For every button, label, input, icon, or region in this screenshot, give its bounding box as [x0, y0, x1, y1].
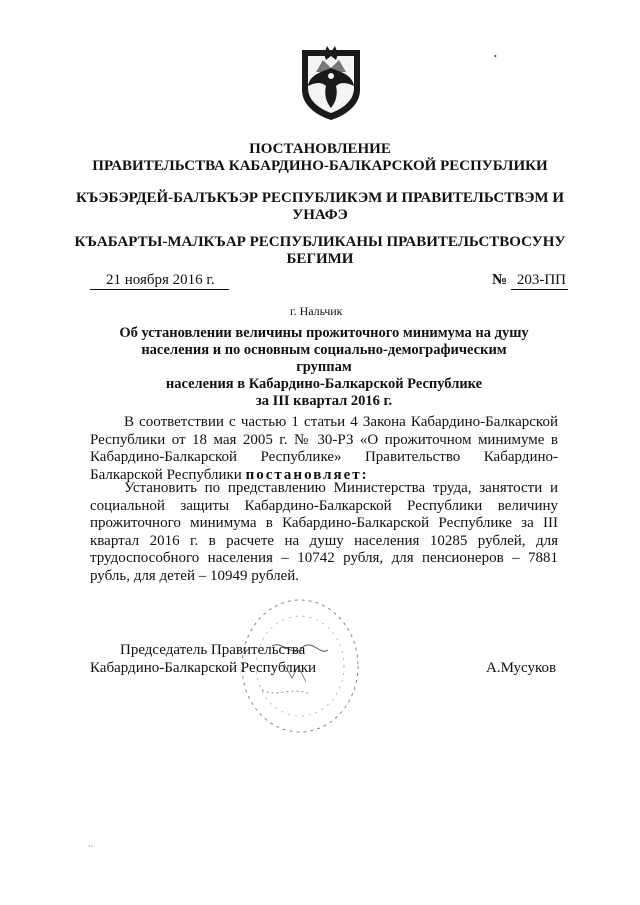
number-value: 203-ПП: [511, 272, 568, 290]
scan-speck: •: [494, 52, 497, 61]
paragraph-preamble: [90, 414, 558, 484]
document-heading: [70, 141, 570, 175]
signatory-name: А.Мусуков: [486, 660, 557, 676]
title-line-2: населения и по основным социально-демографическим группам: [141, 342, 507, 375]
heading-kabardian: КЪЭБЭРДЕЙ-БАЛЪКЪЭР РЕСПУБЛИКЭМ И ПРАВИТЕЛЬСТВЭМ И УНАФЭ: [76, 190, 564, 223]
resolution-text: Установить по представлению Министерства труда, занятости и социальной защиты Кабардино-Балкарской Республики величину прожиточного минимума в Кабардино-Балкарской Республике за III квартал 2016 г. в расчете на душу населения 10285 рублей, для трудоспособного населения – 10742 рубля, для пенсионеров – 7881 рубль, для детей – 10949 рублей.: [90, 480, 558, 584]
city-name: г. Нальчик: [290, 304, 343, 318]
paragraph-resolution: [90, 480, 558, 585]
coat-of-arms-emblem: [296, 46, 366, 122]
preamble-text: В соответствии с частью 1 статьи 4 Закона Кабардино-Балкарской Республики от 18 мая 2005 г. № 30-РЗ «О прожиточном минимуме в Кабардино-Балкарской Республике» Правительство Кабардино-Балкарской Республики: [90, 414, 558, 483]
heading-line-1: ПОСТАНОВЛЕНИЕ: [249, 141, 391, 157]
document-title: [114, 325, 534, 410]
document-number: [492, 272, 568, 289]
heading-line-2: ПРАВИТЕЛЬСТВА КАБАРДИНО-БАЛКАРСКОЙ РЕСПУБЛИКИ: [92, 158, 548, 174]
document-date: [90, 272, 229, 289]
heading-balkar: КЪАБАРТЫ-МАЛКЪАР РЕСПУБЛИКАНЫ ПРАВИТЕЛЬСТВОСУНУ БЕГИМИ: [74, 234, 566, 267]
title-line-3: населения в Кабардино-Балкарской Республике: [165, 376, 483, 392]
title-line-1: Об установлении величины прожиточного минимума на душу: [119, 325, 529, 341]
resolves-word: постановляет:: [245, 466, 369, 483]
scan-speck: ··: [88, 842, 94, 851]
title-line-4: за III квартал 2016 г.: [255, 393, 393, 409]
signatory-title-line-1: Председатель Правительства: [120, 642, 306, 658]
signatory-title-line-2: Кабардино-Балкарской Республики: [90, 660, 317, 676]
date-value: 21 ноября 2016 г.: [90, 272, 229, 290]
number-label: №: [492, 272, 508, 288]
